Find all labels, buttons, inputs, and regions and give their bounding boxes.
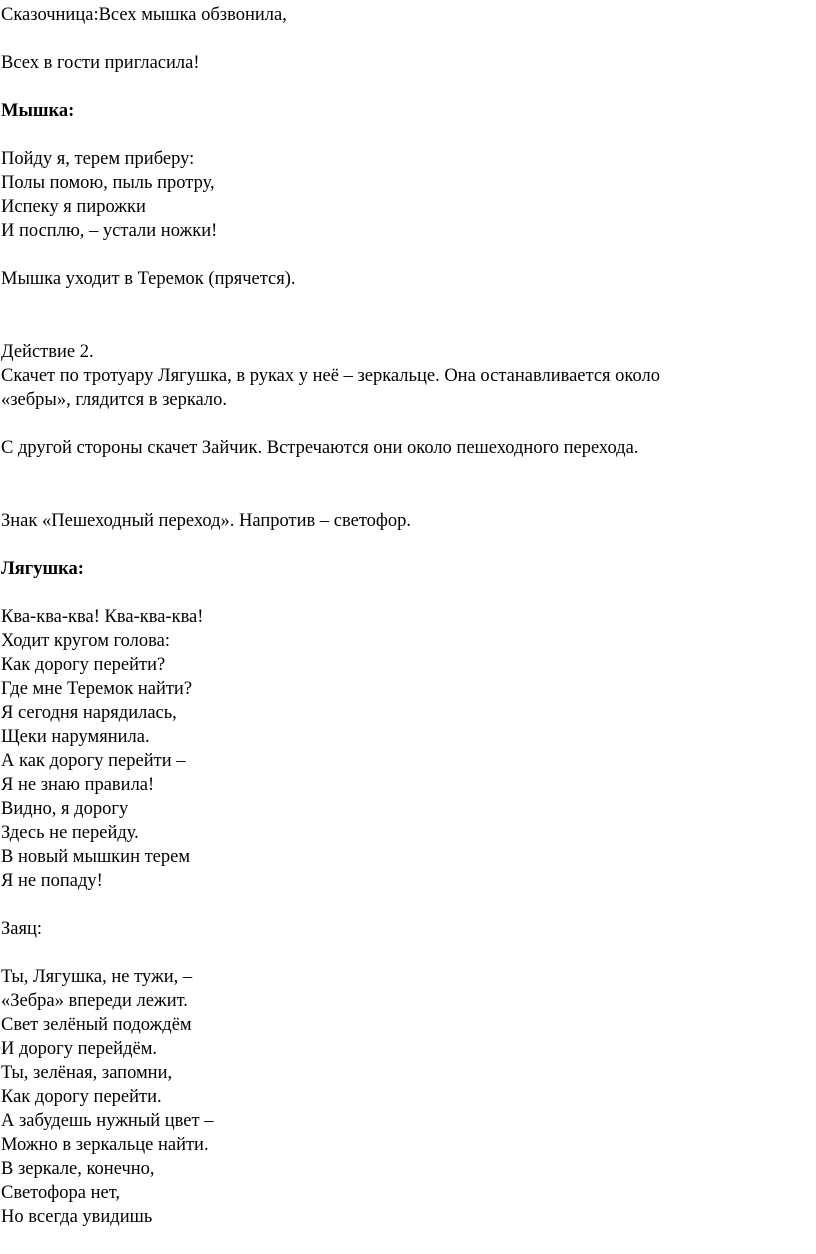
- stage-direction: Скачет по тротуару Лягушка, в руках у неё – зеркальце. Она останавливается около: [1, 366, 660, 386]
- text-line: Ты, зелёная, запомни,: [1, 1063, 173, 1083]
- text-line: В зеркале, конечно,: [1, 1159, 155, 1179]
- text-line: Пойду я, терем приберу:: [1, 149, 195, 169]
- text-line: Ходит кругом голова:: [1, 631, 170, 651]
- text-line: Ква-ква-ква! Ква-ква-ква!: [1, 607, 204, 627]
- text-line: Ты, Лягушка, не тужи, –: [1, 967, 193, 987]
- text-line: Сказочница:Всех мышка обзвонила,: [1, 5, 287, 25]
- text-line: Но всегда увидишь: [1, 1207, 153, 1227]
- text-line: Где мне Теремок найти?: [1, 679, 193, 699]
- text-line: А как дорогу перейти –: [1, 751, 186, 771]
- text-line: Я не попаду!: [1, 871, 103, 891]
- text-line: Как дорогу перейти.: [1, 1087, 162, 1107]
- text-line: И дорогу перейдём.: [1, 1039, 158, 1059]
- text-line: Я сегодня нарядилась,: [1, 703, 177, 723]
- stage-direction: С другой стороны скачет Зайчик. Встречаются они около пешеходного перехода.: [1, 438, 639, 458]
- text-line: Здесь не перейду.: [1, 823, 139, 843]
- act-heading: Действие 2.: [1, 342, 94, 362]
- stage-direction: Знак «Пешеходный переход». Напротив – светофор.: [1, 511, 412, 531]
- text-line: «Зебра» впереди лежит.: [1, 991, 188, 1011]
- text-line: Видно, я дорогу: [1, 799, 129, 819]
- text-line: Щеки нарумянила.: [1, 727, 150, 747]
- text-line: Можно в зеркальце найти.: [1, 1135, 209, 1155]
- text-line: Полы помою, пыль протру,: [1, 173, 215, 193]
- text-line: Как дорогу перейти?: [1, 655, 166, 675]
- text-line: Испеку я пирожки: [1, 197, 146, 217]
- speaker-heading: Лягушка:: [1, 559, 84, 579]
- text-line: А забудешь нужный цвет –: [1, 1111, 214, 1131]
- speaker-heading: Мышка:: [1, 101, 75, 121]
- text-line: Светофора нет,: [1, 1183, 121, 1203]
- text-line: Свет зелёный подождём: [1, 1015, 192, 1035]
- text-line: Я не знаю правила!: [1, 775, 155, 795]
- stage-direction: Мышка уходит в Теремок (прячется).: [1, 269, 296, 289]
- text-line: Всех в гости пригласила!: [1, 53, 200, 73]
- stage-direction: «зебры», глядится в зеркало.: [1, 390, 228, 410]
- speaker-heading: Заяц:: [1, 919, 43, 939]
- text-line: В новый мышкин терем: [1, 847, 191, 867]
- text-line: И посплю, – устали ножки!: [1, 221, 218, 241]
